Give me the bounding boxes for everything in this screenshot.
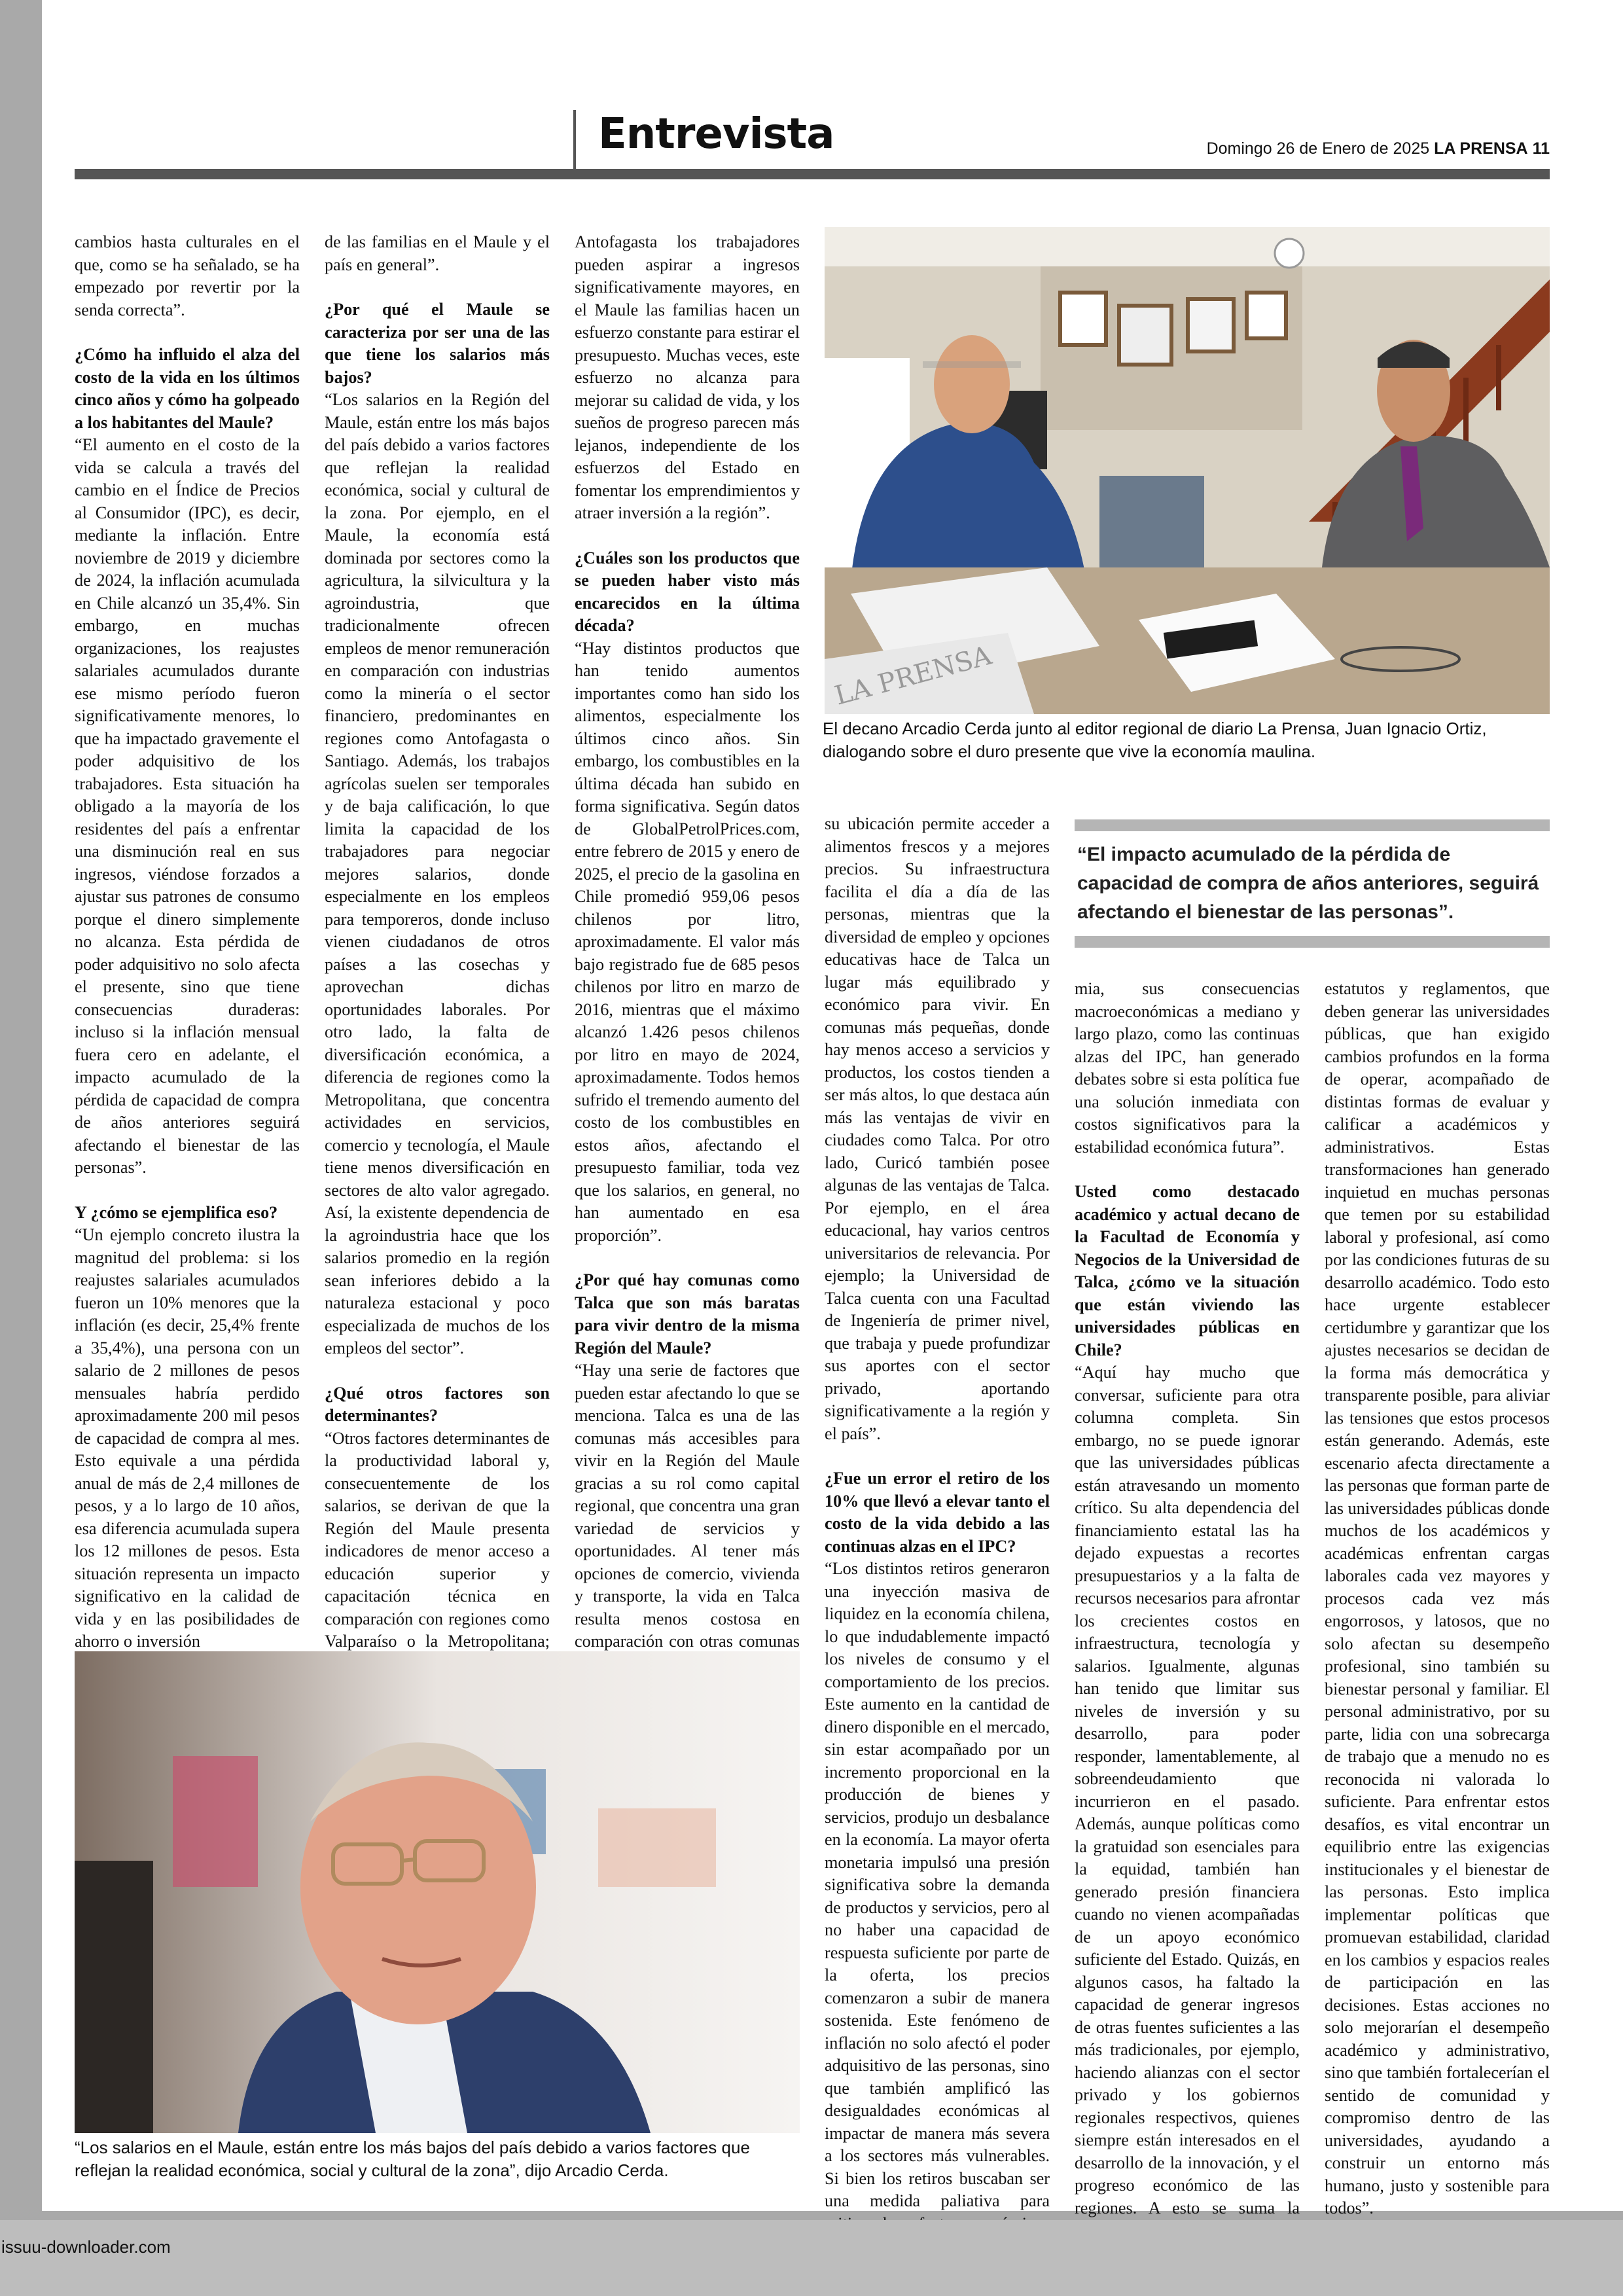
- interview-photo-top: [825, 227, 1550, 714]
- pull-quote-bar-bottom: [1075, 936, 1550, 948]
- paragraph: su ubicación permite acceder a alimentos frescos y a mejores precios. Su infraestructura facilita el día a día de las personas, mientras que la diversidad de empleo y opciones educativas hace de Talca un lugar más equilibrado y económico para vivir. En comunas más pequeñas, donde hay menos acceso a servicios y productos, los costos tienden a ser más altos, lo que destaca aún más las ventajas de vivir en ciudades como Talca. Por otro lado, Curicó también posee algunas de las ventajas de Talca. Por ejemplo, en el área educacional, hay varios centros universitarios de relevancia. Por ejemplo; la Universidad de Talca cuenta con una Facultad de Ingeniería de primer nivel, que trabaja y puede profundizar sus aportes con el sector privado, aportando significativamente a la región y el país”.: [825, 814, 1050, 1443]
- issue-date: Domingo 26 de Enero de 2025: [1206, 139, 1430, 158]
- header-rule: [75, 169, 1550, 179]
- paper-name: LA PRENSA: [1434, 139, 1528, 158]
- interview-photo-bottom: [75, 1651, 800, 2133]
- interview-question: Y ¿cómo se ejemplifica eso?: [75, 1202, 278, 1222]
- interview-question: ¿Qué otros factores son determinantes?: [325, 1383, 550, 1425]
- page-folio: [1207, 139, 1550, 158]
- article-column-1: [75, 231, 300, 1651]
- paragraph: de las familias en el Maule y el país en general”.: [325, 232, 550, 274]
- paragraph: mia, sus consecuencias macroeconómicas a mediano y largo plazo, como las continuas alzas del IPC, han generado debates sobre si esta política fue una solución inmediata con costos significativos para la estabilidad económica futura”.: [1075, 979, 1300, 1157]
- interview-answer: “Aquí hay mucho que conversar, suficiente para otra columna completa. Sin embargo, no se puede ignorar que las universidades públicas están atravesando un momento crítico. Su alta dependencia del financiamiento estatal las ha dejado expuestas a recortes presupuestarios y a la falta de recursos necesarios para afrontar los crecientes costos en infraestructura, tecnología y salarios. Igualmente, algunas han tenido que limitar sus niveles de inversión y su desarrollo, para poder responder, lamentablemente, al sobreendeudamiento que incurrieron en el pasado. Además, aunque políticas como la gratuidad son esenciales para la equidad, también han generado presión financiera cuando no vienen acompañadas de un apoyo económico suficiente del Estado. Quizás, en algunos casos, ha faltado la capacidad de generar ingresos de otras fuentes suficientes a las más tradicionales, por ejemplo, haciendo alianzas con el sector privado y los gobiernos regionales respectivos, quienes siempre están interesados en el desarrollo de la innovación, y el progreso económico de las regiones. A esto se suma la: [1075, 1363, 1300, 2217]
- photo-caption-bottom: “Los salarios en el Maule, están entre los más bajos del país debido a varios factores que reflejan la realidad económica, social y cultural de la zona”, dijo Arcadio Cerda.: [75, 2138, 750, 2180]
- watermark-text: issuu-downloader.com: [1, 2237, 171, 2257]
- pull-quote-bar-top: [1075, 819, 1550, 831]
- paragraph: estatutos y reglamentos, que deben generar las universidades públicas, que han exigido cambios profundos en la forma de operar, acompañado de distintas formas de evaluar y calificar a académicos y administrativos. Estas transformaciones han generado inquietud en muchas personas que temen por su estabilidad laboral y profesional, así como por las condiciones futuras de su desarrollo académico. Todo esto hace urgente establecer certidumbre y garantizar que los ajustes necesarios se decidan de la forma más democrática y transparente posible, para aliviar las tensiones que estos procesos están generando. Además, este escenario afecta directamente a las personas que forman parte de las universidades públicas donde muchos de los académicos y académicas enfrentan cargas laborales cada vez mayores y procesos cada vez más engorrosos, y latosos, que no solo afectan su desempeño profesional, sino también su bienestar personal y familiar. El personal administrativo, por su parte, lidia con una sobrecarga de trabajo que a menudo no es reconocida ni valorada lo suficiente. Para enfrentar estos desafíos, es vital encontrar un equilibrio entre las exigencias institucionales y el bienestar de las personas. Esto implica implementar políticas que promuevan estabilidad, claridad en los cambios y espacios reales de participación en las decisiones. Estas acciones no solo mejorarían el desempeño académico y administrativo, sino que también fortalecerían el sentido de comunidad y compromiso dentro de las universidades, ayudando a construir un entorno más humano, justo y sostenible para todos”.: [1325, 979, 1550, 2217]
- interview-answer: “Hay distintos productos que han tenido aumentos importantes como han sido los alimentos, especialmente los últimos cinco años. Sin embargo, los combustibles en la última década han subido en forma significativa. Según datos de GlobalPetrolPrices.com, entre febrero de 2015 y enero de 2025, el precio de la gasolina en Chile promedió 959,06 pesos chilenos por litro, aproximadamente. El valor más bajo registrado fue de 685 pesos chilenos por litro en marzo de 2016, mientras que el máximo alcanzó 1.426 pesos chilenos por litro en mayo de 2024, aproximadamente. Todos hemos sufrido el tremendo aumento del costo de los combustibles en estos años, afectando el presupuesto familiar, toda vez que los salarios, en general, no han aumentado en esa proporción”.: [575, 638, 800, 1245]
- interview-answer: “Los salarios en la Región del Maule, están entre los más bajos del país debido a varios factores que reflejan la realidad económica, social y cultural de la zona. Por ejemplo, en el Maule, la economía está dominada por sectores como la agricultura, la silvicultura y la agroindustria, que tradicionalmente ofrecen empleos de menor remuneración en comparación con industrias como la minería o el sector financiero, predominantes en regiones como Antofagasta o Santiago. Además, los trabajos agrícolas suelen ser temporales y de baja calificación, lo que limita la capacidad de los trabajadores para negociar mejores salarios, donde especialmente en los empleos para temporeros, donde incluso vienen ciudadanos de otros países a las cosechas y aprovechan dichas oportunidades laborales. Por otro lado, la falta de diversificación económica, a diferencia de regiones como la Metropolitana, que concentra actividades en servicios, comercio y tecnología, el Maule tiene menos diversificación en sectores de alto valor agregado. Así, la existente dependencia de la agroindustria hace que los salarios promedio en la región sean inferiores debido a la naturaleza estacional y poco especializada de muchos de los empleos del sector”.: [325, 390, 550, 1357]
- interview-answer: “Los distintos retiros generaron una inyección masiva de liquidez en la economía chilena, lo que indudablemente impactó los niveles de consumo y el comportamiento de los precios. Este aumento en la cantidad de dinero disponible en el mercado, sin estar acompañado por un incremento proporcional en la producción de bienes y servicios, produjo un desbalance en la economía. La mayor oferta monetaria impulsó una presión significativa sobre la demanda de productos y servicios, pero al no haber una capacidad de respuesta suficiente por parte de la oferta, los precios comenzaron a subir de manera sostenida. Este fenómeno de inflación no solo afectó el poder adquisitivo de las personas, sino que también amplificó las desigualdades económicas al impactar de manera más severa a los sectores más vulnerables. Si bien los retiros buscaban ser una medida paliativa para: [825, 1559, 1050, 2210]
- photo-caption-top: El decano Arcadio Cerda junto al editor regional de diario La Prensa, Juan Ignacio Ortiz, dialogando sobre el duro presente que vive la economía maulina.: [823, 719, 1487, 761]
- interview-question: ¿Por qué el Maule se caracteriza por ser una de las que tiene los salarios más bajos?: [325, 300, 550, 387]
- portrait-photo-image: [75, 1651, 800, 2133]
- interview-question: ¿Cómo ha influido el alza del costo de la vida en los últimos cinco años y cómo ha golpeado a los habitantes del Maule?: [75, 345, 300, 432]
- interview-answer: “Otros factores determinantes de la productividad laboral y, consecuentemente de los salarios, se derivan de que la Región del Maule presenta indicadores de menor acceso a educación superior y capacitación técnica en comparación con regiones como Valparaíso o la Metropolitana;: [325, 1428, 550, 1651]
- article-column-6: [1325, 978, 1550, 2217]
- article-column-4: [825, 813, 1050, 2210]
- article-column-5: [1075, 978, 1300, 2217]
- pull-quote-text: “El impacto acumulado de la pérdida de capacidad de compra de años anteriores, seguirá afectando el bienestar de las personas”.: [1077, 844, 1539, 923]
- article-column-3: [575, 231, 800, 1651]
- pull-quote: [1075, 819, 1550, 948]
- interview-question: ¿Cuáles son los productos que se pueden haber visto más encarecidos en la última década?: [575, 548, 800, 635]
- article-column-2: [325, 231, 550, 1651]
- photo-newspaper-text: LA PRENSA: [831, 640, 995, 711]
- page-number: 11: [1532, 139, 1550, 158]
- interview-answer: “Un ejemplo concreto ilustra la magnitud del problema: si los reajustes salariales acumulados fueron un 10% menores que la inflación (es decir, 25,4% frente a 35,4%), una persona con un salario de 2 millones de pesos mensuales habría perdido aproximadamente 200 mil pesos de capacidad de compra al mes. Esto equivale a una pérdida anual de más de 2,4 millones de pesos, y a lo largo de 10 años, esa diferencia acumulada supera los 12 millones de pesos. Esta situación representa un impacto significativo en la calidad de vida y en las posibilidades de ahorro o inversión: [75, 1225, 300, 1651]
- interview-question: Usted como destacado académico y actual decano de la Facultad de Economía y Negocios de la Universidad de Talca, ¿cómo ve la situación que están viviendo las universidades públicas en Chile?: [1075, 1182, 1300, 1359]
- header-divider: [573, 110, 576, 170]
- interview-answer: “Hay una serie de factores que pueden estar afectando lo que se menciona. Talca es una de las comunas más accesibles para vivir en la Región del Maule gracias a su rol como capital regional, que concentra una gran variedad de servicios y oportunidades. Al tener más opciones de comercio, vivienda y transporte, la vida en Talca resulta menos costosa en comparación con otras comunas: [575, 1361, 800, 1651]
- paragraph: cambios hasta culturales en el que, como se ha señalado, se ha empezado por revertir por la senda correcta”.: [75, 232, 300, 319]
- section-title: Entrevista: [598, 110, 834, 158]
- interview-answer: “El aumento en el costo de la vida se calcula a través del cambio en el Índice de Precios al Consumidor (IPC), es decir, mediante la inflación. Entre noviembre de 2019 y diciembre de 2024, la inflación acumulada en Chile alcanzó un 35,4%. Sin embargo, en muchas organizaciones, los reajustes salariales acumulados durante ese mismo período fueron significativamente menores, lo que ha impactado gravemente el poder adquisitivo de los trabajadores. Esta situación ha obligado a la mayoría de los residentes del país a enfrentar una disminución real en sus ingresos, viéndose forzados a ajustar sus patrones de consumo porque el dinero simplemente no alcanza. Esta pérdida de poder adquisitivo no solo afecta el presente, sino que tiene consecuencias duraderas: incluso si la inflación mensual fuera cero en adelante, el impacto acumulado de la pérdida de capacidad de compra de años anteriores seguirá afectando el bienestar de las personas”.: [75, 435, 300, 1177]
- interview-photo-image: [825, 227, 1550, 714]
- interview-question: ¿Fue un error el retiro de los 10% que llevó a elevar tanto el costo de la vida debido a las continuas alzas en el IPC?: [825, 1469, 1050, 1556]
- paragraph: Antofagasta los trabajadores pueden aspirar a ingresos significativamente mayores, en el Maule las familias hacen un esfuerzo constante para estirar el presupuesto. Muchas veces, este esfuerzo no alcanza para mejorar su calidad de vida, y los sueños de progreso parecen más lejanos, independiente de los esfuerzos del Estado en fomentar los emprendimientos y atraer inversión a la región”.: [575, 232, 800, 522]
- interview-question: ¿Por qué hay comunas como Talca que son más baratas para vivir dentro de la misma Región del Maule?: [575, 1270, 800, 1357]
- download-footer: [0, 2220, 1623, 2296]
